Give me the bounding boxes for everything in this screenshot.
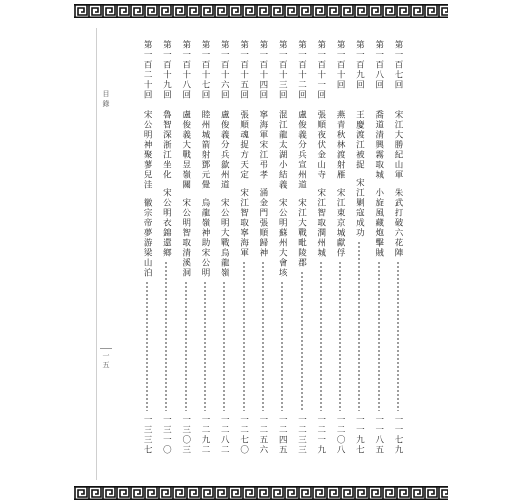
dot-leader (243, 261, 245, 411)
toc-entry[interactable] (158, 40, 174, 455)
gutter-rule (96, 28, 97, 480)
chapter-title-second-line: 小旋風藏炮擊賊 (373, 188, 384, 258)
page-reference: 一三〇三 (180, 415, 191, 455)
chapter-title-second-line: 宋公明智取清溪洞 (180, 198, 191, 278)
chapter-title-second-line: 宋江大戰毗陵郡 (296, 198, 307, 268)
chapter-title-first-line: 燕青秋林渡射雁 (335, 110, 346, 180)
chapter-title-first-line: 張順夜伏金山寺 (315, 110, 326, 180)
chapter-number: 第一百十六回 (219, 40, 230, 100)
toc-entry[interactable] (216, 40, 232, 455)
chapter-title-first-line: 魯智深浙江坐化 (161, 110, 172, 180)
chapter-title-first-line: 盧俊義分兵歙州道 (219, 110, 230, 190)
chapter-number: 第一百二十回 (142, 40, 153, 100)
chapter-number: 第一百十二回 (296, 40, 307, 100)
chapter-title-first-line: 盧俊義分兵宣州道 (296, 110, 307, 190)
toc-entry[interactable] (371, 40, 387, 455)
chapter-title-second-line: 宋江東京城獻俘 (335, 188, 346, 258)
greek-key-border-top (74, 4, 448, 18)
chapter-number: 第一百八回 (373, 40, 384, 90)
page-reference: 一二一九 (315, 415, 326, 455)
page-reference: 一二四五 (277, 415, 288, 455)
page-reference: 一二五六 (257, 415, 268, 455)
chapter-title-first-line: 盧俊義大戰昱嶺關 (180, 110, 191, 190)
chapter-title-first-line: 宋江大勝紀山軍 (393, 110, 403, 180)
page-reference: 一一九七 (354, 415, 365, 455)
chapter-number: 第一百十九回 (161, 40, 172, 100)
chapter-title-second-line: 涌金門張順歸神 (257, 188, 268, 258)
chapter-title-first-line: 混江龍太湖小結義 (277, 110, 288, 190)
toc-entry[interactable] (255, 40, 271, 455)
dot-leader (397, 261, 399, 411)
page-reference: 一三一〇 (161, 415, 172, 455)
chapter-title-second-line: 宋江智取潤州城 (315, 188, 326, 258)
chapter-title-second-line: 宋公明蘇州大會垓 (277, 198, 288, 278)
chapter-number: 第一百十四回 (257, 40, 268, 100)
dot-leader (301, 271, 303, 411)
page-reference: 一一八五 (373, 415, 384, 455)
chapter-title-second-line: 宋江智取寧海軍 (238, 188, 249, 258)
chapter-number: 第一百九回 (354, 40, 365, 90)
toc-entry[interactable] (274, 40, 290, 455)
dot-leader (223, 281, 225, 411)
chapter-title-second-line: 烏龍嶺神助宋公明 (200, 198, 210, 278)
chapter-number: 第一百十一回 (315, 40, 326, 100)
page-number-rule (100, 348, 112, 349)
dot-leader (339, 261, 341, 411)
dot-leader (165, 261, 167, 411)
toc-entry[interactable] (139, 40, 155, 455)
chapter-title-first-line: 宋公明神聚蓼兒洼 (142, 110, 153, 190)
chapter-title-second-line: 宋公明大戰烏龍嶺 (219, 198, 230, 278)
page-reference: 一二〇八 (335, 415, 346, 455)
chapter-number: 第一百十七回 (200, 40, 210, 100)
chapter-number: 第一百十五回 (238, 40, 249, 100)
page-reference: 一一七九 (393, 415, 403, 455)
page-reference: 一三三七 (142, 415, 153, 455)
toc-entry[interactable] (390, 40, 406, 455)
dot-leader (281, 281, 283, 411)
toc-entry[interactable] (178, 40, 194, 455)
table-of-contents (142, 40, 406, 455)
chapter-title-first-line: 寧海軍宋江弔孝 (257, 110, 268, 180)
chapter-title-first-line: 張順魂捉方天定 (238, 110, 249, 180)
dot-leader (358, 241, 360, 411)
chapter-title-second-line: 徽宗帝夢游梁山泊 (142, 198, 153, 278)
dot-leader (262, 261, 264, 411)
chapter-number: 第一百十八回 (180, 40, 191, 100)
dot-leader (378, 261, 380, 411)
page-number: 一五 (102, 352, 110, 370)
page-reference: 一二七〇 (238, 415, 249, 455)
chapter-number: 第一百十回 (335, 40, 346, 90)
chapter-number: 第一百十三回 (277, 40, 288, 100)
dot-leader (185, 281, 187, 411)
toc-entry[interactable] (294, 40, 310, 455)
chapter-number: 第一百七回 (393, 40, 403, 90)
running-title: 目錄 (102, 90, 110, 110)
page-reference: 一二八二 (219, 415, 230, 455)
chapter-title-second-line: 朱武打破六花陣 (393, 188, 403, 258)
chapter-title-second-line: 宋公明衣錦還鄉 (161, 188, 172, 258)
dot-leader (204, 281, 206, 411)
toc-entry[interactable] (332, 40, 348, 455)
page-reference: 一二三三 (296, 415, 307, 455)
dot-leader (320, 261, 322, 411)
toc-entry[interactable] (236, 40, 252, 455)
page-reference: 一二九二 (200, 415, 210, 455)
chapter-title-first-line: 王慶渡江被捉 (354, 110, 365, 170)
chapter-title-first-line: 睦州城箭射鄧元覺 (200, 110, 210, 190)
chapter-title-second-line: 宋江剿寇成功 (354, 178, 365, 238)
chapter-title-first-line: 喬道清興霧取城 (373, 110, 384, 180)
toc-entry[interactable] (313, 40, 329, 455)
toc-entry[interactable] (351, 40, 367, 455)
dot-leader (146, 281, 148, 411)
greek-key-border-bottom (74, 486, 448, 500)
toc-entry[interactable] (197, 40, 213, 455)
